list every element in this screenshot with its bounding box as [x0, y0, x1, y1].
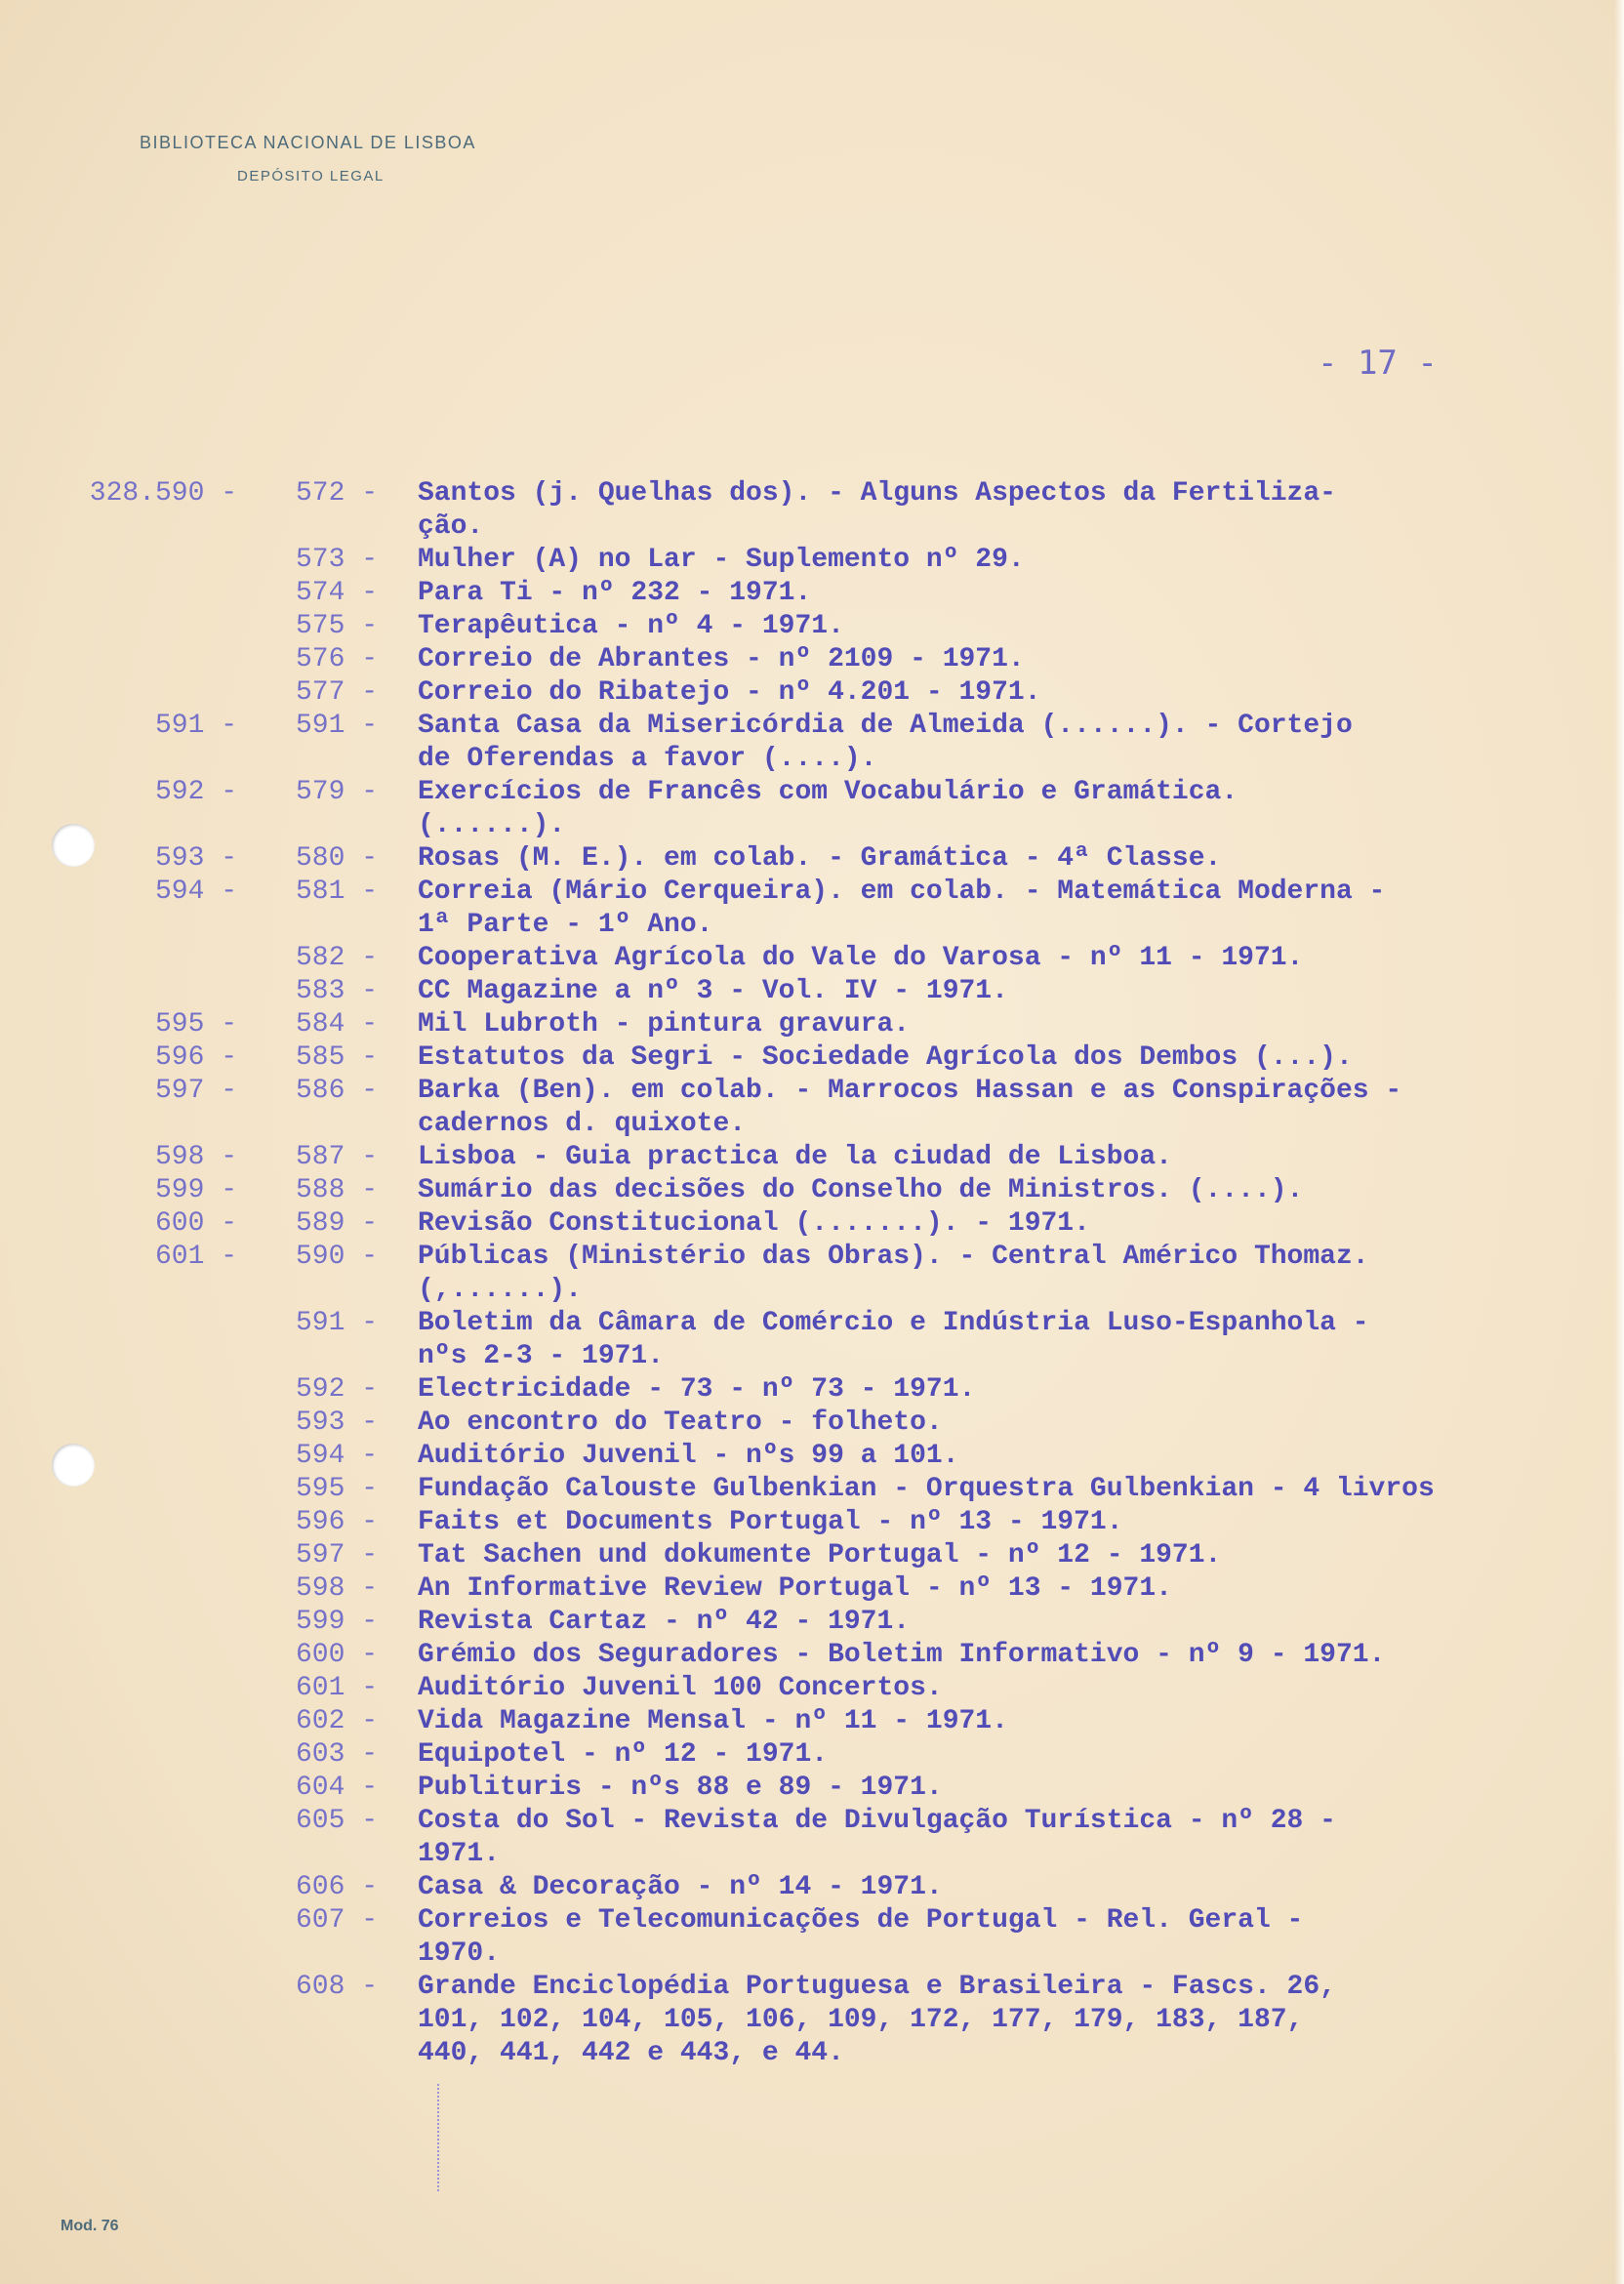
item-number: 603 - [296, 1739, 379, 1770]
entry-title-text: 101, 102, 104, 105, 106, 109, 172, 177, 179, 183, 187, [418, 2005, 1304, 2035]
entry-title-text: Grémio dos Seguradores - Boletim Informativo - nº 9 - 1971. [418, 1640, 1386, 1670]
item-number: 584 - [296, 1009, 379, 1040]
entry-title-text: Para Ti - nº 232 - 1971. [418, 578, 812, 608]
entry-title-text: Exercícios de Francês com Vocabulário e Gramática. [418, 777, 1238, 807]
register-number: 597 - [154, 1076, 237, 1106]
list-item [0, 1772, 1624, 1805]
item-number: 585 - [296, 1042, 379, 1073]
list-item [0, 1705, 1624, 1738]
institution-header: BIBLIOTECA NACIONAL DE LISBOA [140, 133, 476, 152]
entry-line [0, 477, 1624, 510]
entry-title-text: Cooperativa Agrícola do Vale do Varosa - nº 11 - 1971. [418, 943, 1304, 973]
list-item [0, 1241, 1624, 1307]
list-item [0, 776, 1624, 842]
entry-line [0, 1473, 1624, 1506]
item-number: 582 - [296, 943, 379, 973]
entry-line [0, 1572, 1624, 1606]
entry-line [0, 1440, 1624, 1473]
entry-title-text: Barka (Ben). em colab. - Marrocos Hassan e as Conspirações - [418, 1076, 1402, 1106]
list-item [0, 1971, 1624, 2070]
item-number: 602 - [296, 1706, 379, 1736]
entry-title-text: Santa Casa da Misericórdia de Almeida (......). - Cortejo [418, 711, 1353, 741]
pencil-mark [437, 2084, 439, 2191]
entry-title-text: Tat Sachen und dokumente Portugal - nº 12 - 1971. [418, 1540, 1222, 1570]
form-code: Mod. 76 [61, 2218, 119, 2234]
entry-title-text: 1971. [418, 1839, 501, 1869]
entry-title-text: Vida Magazine Mensal - nº 11 - 1971. [418, 1706, 1008, 1736]
list-item [0, 676, 1624, 710]
entry-title-text: Públicas (Ministério das Obras). - Central Américo Thomaz. [418, 1242, 1369, 1272]
item-number: 605 - [296, 1806, 379, 1836]
entry-title-text: ção. [418, 511, 484, 542]
list-item [0, 975, 1624, 1008]
item-number: 600 - [296, 1640, 379, 1670]
entry-line [0, 1207, 1624, 1241]
item-number: 576 - [296, 644, 379, 674]
entry-line [0, 1307, 1624, 1340]
register-number: 592 - [154, 777, 237, 807]
entry-title-text: Publituris - nºs 88 e 89 - 1971. [418, 1773, 943, 1803]
entry-title-text: Estatutos da Segri - Sociedade Agrícola dos Dembos (...). [418, 1042, 1353, 1073]
entry-title-text: (,......). [418, 1275, 583, 1305]
item-number: 573 - [296, 545, 379, 575]
entry-title-text: Faits et Documents Portugal - nº 13 - 1971. [418, 1507, 1123, 1537]
entry-title-text: 1ª Parte - 1º Ano. [418, 910, 713, 940]
entry-title-text: nºs 2-3 - 1971. [418, 1341, 665, 1371]
list-item [0, 544, 1624, 577]
register-number: 599 - [154, 1175, 237, 1205]
list-item [0, 1805, 1624, 1871]
entry-line [0, 1672, 1624, 1705]
list-item [0, 710, 1624, 776]
entry-line [0, 1108, 1624, 1141]
item-number: 596 - [296, 1507, 379, 1537]
entry-title-text: Auditório Juvenil 100 Concertos. [418, 1673, 943, 1703]
list-item [0, 942, 1624, 975]
list-item [0, 1738, 1624, 1772]
entry-title-text: Auditório Juvenil - nºs 99 a 101. [418, 1441, 959, 1471]
entry-title-text: Correio de Abrantes - nº 2109 - 1971. [418, 644, 1025, 674]
item-number: 589 - [296, 1208, 379, 1239]
item-number: 591 - [296, 1308, 379, 1338]
entry-line [0, 544, 1624, 577]
entry-title-text: Ao encontro do Teatro - folheto. [418, 1407, 943, 1438]
entry-line [0, 510, 1624, 544]
item-number: 595 - [296, 1474, 379, 1504]
item-number: 579 - [296, 777, 379, 807]
list-item [0, 1473, 1624, 1506]
item-number: 588 - [296, 1175, 379, 1205]
entry-title-text: Santos (j. Quelhas dos). - Alguns Aspectos da Fertiliza- [418, 478, 1336, 509]
list-item [0, 1373, 1624, 1407]
list-item [0, 1407, 1624, 1440]
register-number: 598 - [154, 1142, 237, 1172]
item-number: 594 - [296, 1441, 379, 1471]
entry-title-text: Revisão Constitucional (.......). - 1971. [418, 1208, 1090, 1239]
entry-line [0, 1274, 1624, 1307]
entry-title-text: Terapêutica - nº 4 - 1971. [418, 611, 844, 641]
list-item [0, 1639, 1624, 1672]
entry-line [0, 1539, 1624, 1572]
entry-line [0, 1904, 1624, 1937]
entry-title-text: Grande Enciclopédia Portuguesa e Brasileira - Fascs. 26, [418, 1972, 1336, 2002]
entry-title-text: Equipotel - nº 12 - 1971. [418, 1739, 829, 1770]
entry-line [0, 776, 1624, 809]
item-number: 587 - [296, 1142, 379, 1172]
entry-line [0, 577, 1624, 610]
item-number: 580 - [296, 843, 379, 874]
entry-title-text: Electricidade - 73 - nº 73 - 1971. [418, 1374, 976, 1405]
list-item [0, 1440, 1624, 1473]
entry-title-text: cadernos d. quixote. [418, 1109, 747, 1139]
entry-line [0, 1075, 1624, 1108]
item-number: 590 - [296, 1242, 379, 1272]
entry-line [0, 1340, 1624, 1373]
entry-title-text: Lisboa - Guia practica de la ciudad de Lisboa. [418, 1142, 1172, 1172]
entry-line [0, 643, 1624, 676]
entry-title-text: Revista Cartaz - nº 42 - 1971. [418, 1607, 911, 1637]
item-number: 577 - [296, 677, 379, 708]
list-item [0, 1506, 1624, 1539]
list-item [0, 1141, 1624, 1174]
item-number: 586 - [296, 1076, 379, 1106]
item-number: 597 - [296, 1540, 379, 1570]
entry-title-text: 1970. [418, 1938, 501, 1969]
entry-line [0, 676, 1624, 710]
item-number: 606 - [296, 1872, 379, 1902]
entry-line [0, 1738, 1624, 1772]
entry-line [0, 1971, 1624, 2004]
entry-line [0, 975, 1624, 1008]
entry-line [0, 1506, 1624, 1539]
item-number: 592 - [296, 1374, 379, 1405]
register-number: 596 - [154, 1042, 237, 1073]
list-item [0, 1008, 1624, 1041]
entry-line [0, 909, 1624, 942]
entry-title-text: Costa do Sol - Revista de Divulgação Turística - nº 28 - [418, 1806, 1336, 1836]
department-header: DEPÓSITO LEGAL [237, 168, 385, 184]
item-number: 599 - [296, 1607, 379, 1637]
list-item [0, 1606, 1624, 1639]
entry-line [0, 1174, 1624, 1207]
entry-title-text: Correios e Telecomunicações de Portugal - Rel. Geral - [418, 1905, 1304, 1936]
entry-line [0, 1937, 1624, 1971]
entry-line [0, 1241, 1624, 1274]
entry-line [0, 809, 1624, 842]
entry-line [0, 2004, 1624, 2037]
entry-title-text: de Oferendas a favor (....). [418, 744, 877, 774]
entry-line [0, 610, 1624, 643]
item-number: 598 - [296, 1573, 379, 1604]
item-number: 608 - [296, 1972, 379, 2002]
list-item [0, 1539, 1624, 1572]
item-number: 581 - [296, 877, 379, 907]
list-item [0, 1207, 1624, 1241]
list-item [0, 643, 1624, 676]
entry-line [0, 842, 1624, 876]
list-item [0, 577, 1624, 610]
list-item [0, 1174, 1624, 1207]
item-number: 601 - [296, 1673, 379, 1703]
register-number: 328.590 - [89, 478, 237, 509]
entry-title-text: (......). [418, 810, 566, 840]
entry-title-text: Fundação Calouste Gulbenkian - Orquestra Gulbenkian - 4 livros [418, 1474, 1435, 1504]
entry-title-text: Rosas (M. E.). em colab. - Gramática - 4ª Classe. [418, 843, 1222, 874]
entry-list [0, 477, 1624, 2070]
entry-title-text: Mulher (A) no Lar - Suplemento nº 29. [418, 545, 1025, 575]
entry-line [0, 1639, 1624, 1672]
list-item [0, 477, 1624, 544]
item-number: 583 - [296, 976, 379, 1006]
item-number: 574 - [296, 578, 379, 608]
page-number: - 17 - [1318, 344, 1438, 383]
entry-line [0, 1805, 1624, 1838]
entry-line [0, 710, 1624, 743]
list-item [0, 1672, 1624, 1705]
entry-title-text: Sumário das decisões do Conselho de Ministros. (....). [418, 1175, 1304, 1205]
entry-title-text: An Informative Review Portugal - nº 13 - 1971. [418, 1573, 1172, 1604]
entry-line [0, 1373, 1624, 1407]
list-item [0, 1041, 1624, 1075]
item-number: 593 - [296, 1407, 379, 1438]
list-item [0, 610, 1624, 643]
register-number: 595 - [154, 1009, 237, 1040]
entry-title-text: 440, 441, 442 e 443, e 44. [418, 2038, 844, 2068]
list-item [0, 1871, 1624, 1904]
entry-line [0, 942, 1624, 975]
punch-hole [52, 1444, 95, 1487]
list-item [0, 1307, 1624, 1373]
entry-line [0, 1838, 1624, 1871]
register-number: 593 - [154, 843, 237, 874]
list-item [0, 876, 1624, 942]
entry-title-text: Correia (Mário Cerqueira). em colab. - Matemática Moderna - [418, 877, 1386, 907]
entry-line [0, 876, 1624, 909]
item-number: 591 - [296, 711, 379, 741]
list-item [0, 1904, 1624, 1971]
entry-line [0, 743, 1624, 776]
register-number: 591 - [154, 711, 237, 741]
register-number: 594 - [154, 877, 237, 907]
entry-line [0, 1871, 1624, 1904]
item-number: 604 - [296, 1773, 379, 1803]
list-item [0, 842, 1624, 876]
register-number: 601 - [154, 1242, 237, 1272]
entry-line [0, 1606, 1624, 1639]
entry-title-text: Mil Lubroth - pintura gravura. [418, 1009, 911, 1040]
entry-line [0, 1772, 1624, 1805]
entry-title-text: Correio do Ribatejo - nº 4.201 - 1971. [418, 677, 1041, 708]
entry-line [0, 1008, 1624, 1041]
entry-title-text: Boletim da Câmara de Comércio e Indústria Luso-Espanhola - [418, 1308, 1369, 1338]
punch-hole [52, 824, 95, 867]
entry-title-text: Casa & Decoração - nº 14 - 1971. [418, 1872, 943, 1902]
register-number: 600 - [154, 1208, 237, 1239]
item-number: 575 - [296, 611, 379, 641]
entry-line [0, 1041, 1624, 1075]
entry-line [0, 1705, 1624, 1738]
item-number: 607 - [296, 1905, 379, 1936]
item-number: 572 - [296, 478, 379, 509]
entry-line [0, 1141, 1624, 1174]
entry-line [0, 2037, 1624, 2070]
entry-title-text: CC Magazine a nº 3 - Vol. IV - 1971. [418, 976, 1008, 1006]
entry-line [0, 1407, 1624, 1440]
list-item [0, 1075, 1624, 1141]
list-item [0, 1572, 1624, 1606]
